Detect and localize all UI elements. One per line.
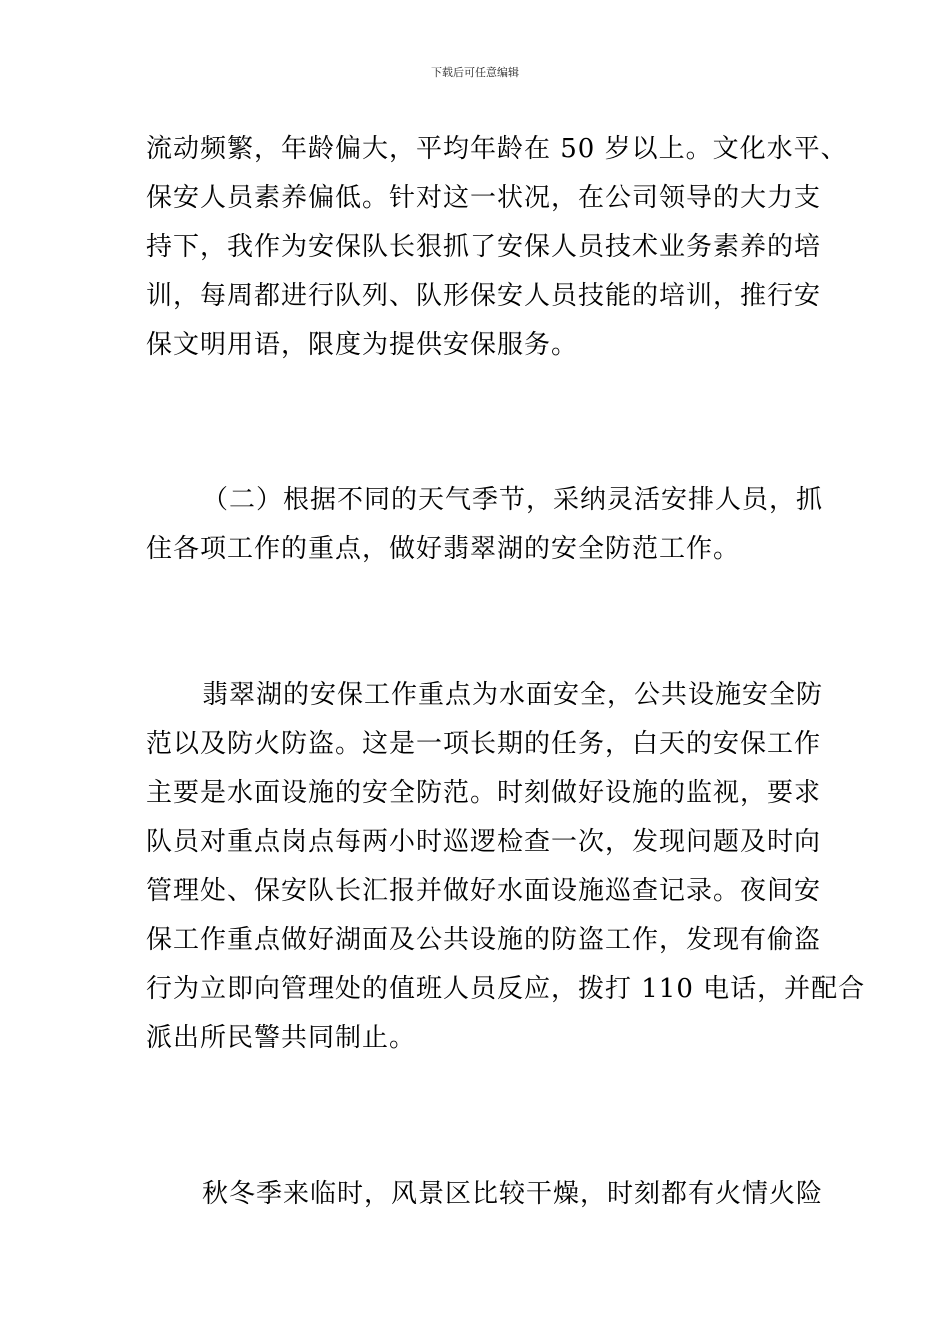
text-line: 流动频繁，年龄偏大，平均年龄在 50 岁以上。文化水平、 (146, 134, 848, 164)
text-line: （二）根据不同的天气季节，采纳灵活安排人员，抓 (202, 485, 824, 515)
text-line: 队员对重点岗点每两小时巡逻检查一次，发现问题及时向 (146, 827, 822, 857)
text-line: 训，每周都进行队列、队形保安人员技能的培训，推行安 (146, 281, 822, 311)
text-line: 行为立即向管理处的值班人员反应，拨打 110 电话，并配合 (146, 974, 866, 1004)
text-line: 住各项工作的重点，做好翡翠湖的安全防范工作。 (146, 534, 741, 564)
text-line: 保安人员素养偏低。针对这一状况，在公司领导的大力支 (146, 183, 822, 213)
page-header: 下载后可任意编辑 (431, 66, 519, 79)
text-line: 主要是水面设施的安全防范。时刻做好设施的监视，要求 (146, 778, 822, 808)
paragraph-lake-security (146, 671, 866, 1063)
text-line: 翡翠湖的安保工作重点为水面安全，公共设施安全防 (202, 680, 824, 710)
text-line: 秋冬季来临时，风景区比较干燥，时刻都有火情火险 (202, 1179, 824, 1209)
text-line: 范以及防火防盗。这是一项长期的任务，白天的安保工作 (146, 729, 822, 759)
text-line: 保文明用语，限度为提供安保服务。 (146, 330, 579, 360)
paragraph-section-two-heading (146, 476, 824, 574)
text-line: 派出所民警共同制止。 (146, 1023, 417, 1053)
text-line: 管理处、保安队长汇报并做好水面设施巡查记录。夜间安 (146, 876, 822, 906)
paragraph-staff-training (146, 125, 848, 370)
text-line: 保工作重点做好湖面及公共设施的防盗工作，发现有偷盗 (146, 925, 822, 955)
text-line: 持下，我作为安保队长狠抓了安保人员技术业务素养的培 (146, 232, 822, 262)
paragraph-autumn-winter (146, 1170, 824, 1219)
